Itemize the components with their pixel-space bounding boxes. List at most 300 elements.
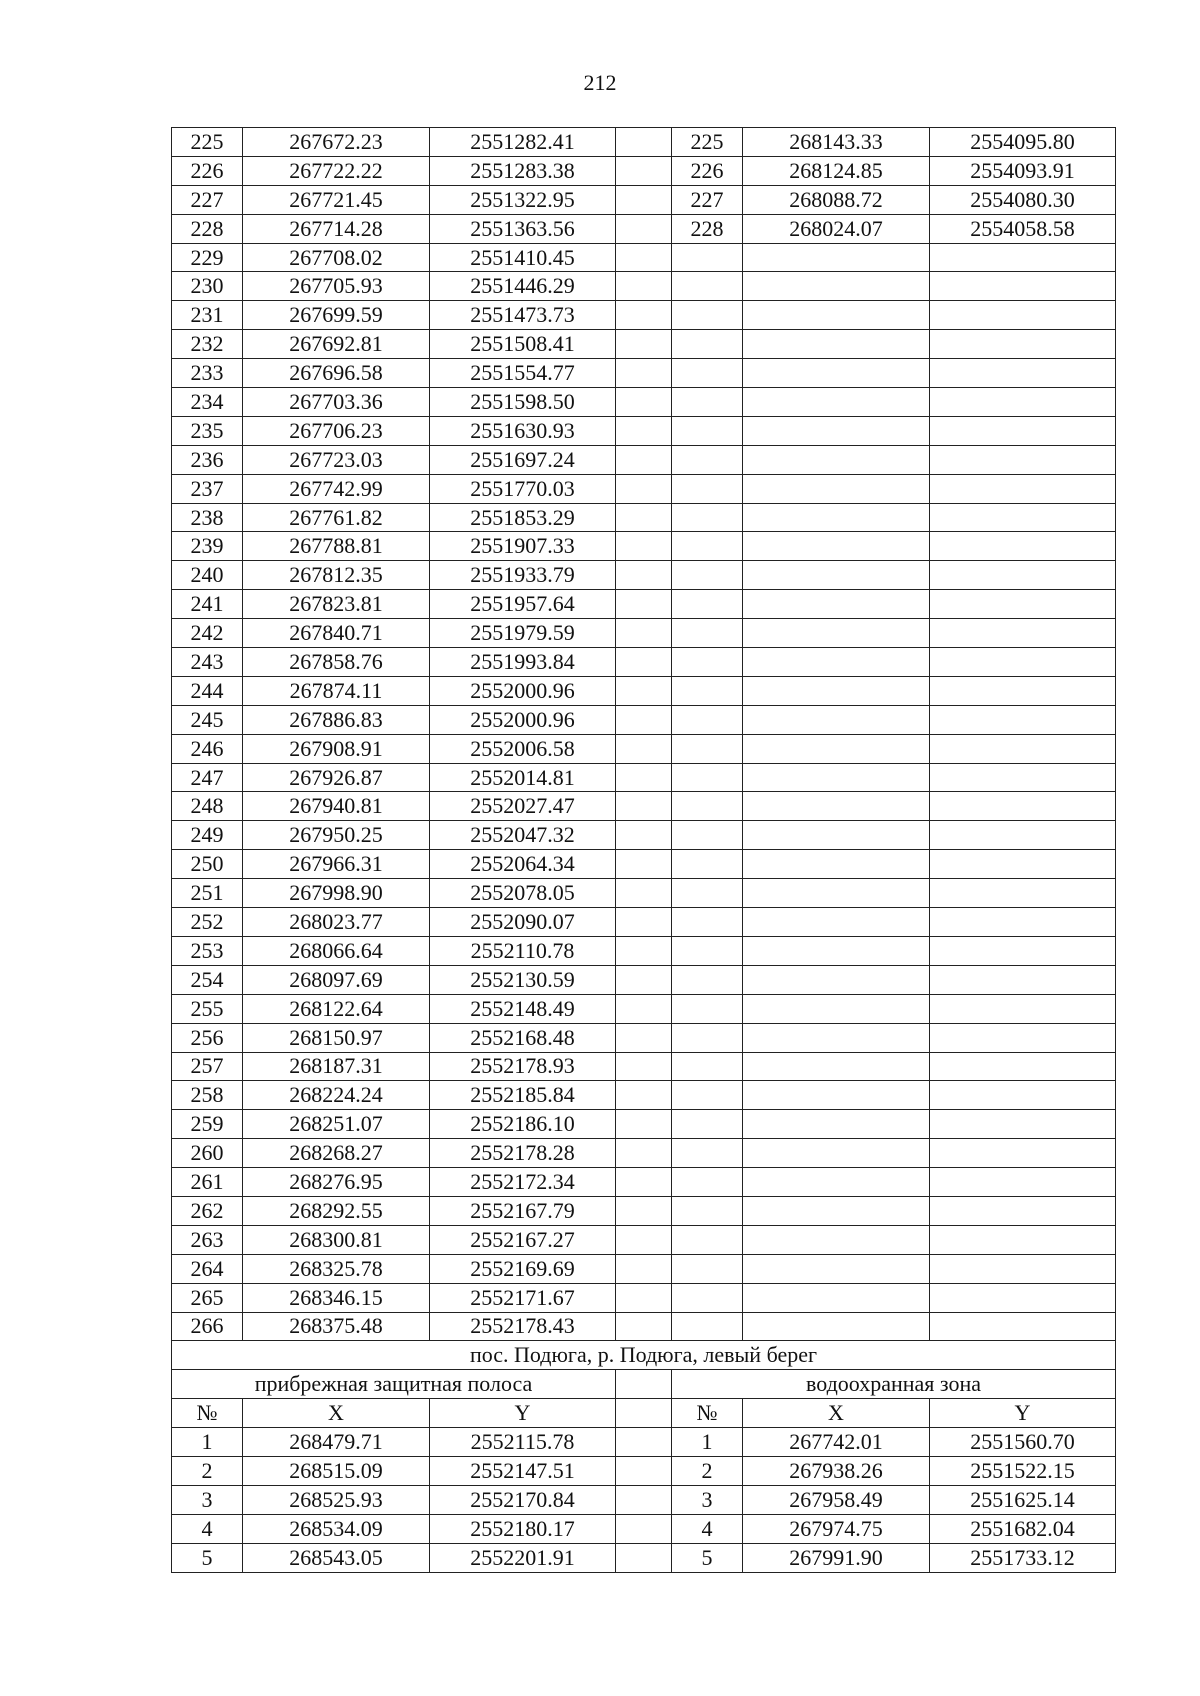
left-y: 2552167.27 xyxy=(430,1225,616,1254)
left-point-num: 259 xyxy=(172,1110,243,1139)
section-title: пос. Подюга, р. Подюга, левый берег xyxy=(172,1341,1116,1370)
left-point-num: 229 xyxy=(172,243,243,272)
left-y: 2552168.48 xyxy=(430,1023,616,1052)
right-x: 267958.49 xyxy=(743,1485,930,1514)
right-x xyxy=(743,474,930,503)
right-y xyxy=(930,821,1116,850)
left-point-num: 241 xyxy=(172,590,243,619)
left-y: 2552167.79 xyxy=(430,1196,616,1225)
left-x: 267886.83 xyxy=(243,705,430,734)
table-row xyxy=(172,359,1116,388)
right-point-num: 226 xyxy=(672,156,743,185)
right-point-num xyxy=(672,879,743,908)
right-point-num: 225 xyxy=(672,128,743,157)
left-point-num: 262 xyxy=(172,1196,243,1225)
right-x xyxy=(743,1283,930,1312)
right-y xyxy=(930,330,1116,359)
right-point-num xyxy=(672,1312,743,1341)
left-point-num: 238 xyxy=(172,503,243,532)
left-x: 268325.78 xyxy=(243,1254,430,1283)
right-y xyxy=(930,965,1116,994)
right-point-num xyxy=(672,676,743,705)
right-x xyxy=(743,330,930,359)
right-x xyxy=(743,561,930,590)
left-point-num: 258 xyxy=(172,1081,243,1110)
right-point-num xyxy=(672,1283,743,1312)
right-y xyxy=(930,936,1116,965)
left-x: 267788.81 xyxy=(243,532,430,561)
left-x: 267761.82 xyxy=(243,503,430,532)
right-x xyxy=(743,850,930,879)
table-row xyxy=(172,1052,1116,1081)
right-point-num: 3 xyxy=(672,1485,743,1514)
gap-cell xyxy=(616,1196,672,1225)
right-x xyxy=(743,908,930,937)
right-point-num xyxy=(672,1254,743,1283)
right-x xyxy=(743,879,930,908)
right-y xyxy=(930,416,1116,445)
right-point-num xyxy=(672,994,743,1023)
left-x-header: X xyxy=(243,1399,430,1428)
left-y: 2551630.93 xyxy=(430,416,616,445)
gap-cell xyxy=(616,532,672,561)
left-point-num: 244 xyxy=(172,676,243,705)
left-x: 267703.36 xyxy=(243,388,430,417)
right-x xyxy=(743,1225,930,1254)
right-x xyxy=(743,1110,930,1139)
gap-cell xyxy=(616,301,672,330)
right-x xyxy=(743,792,930,821)
gap-cell xyxy=(616,330,672,359)
right-x xyxy=(743,1196,930,1225)
right-point-num xyxy=(672,850,743,879)
gap-cell xyxy=(616,590,672,619)
right-point-num xyxy=(672,388,743,417)
left-point-num: 227 xyxy=(172,185,243,214)
table-row xyxy=(172,619,1116,648)
right-x xyxy=(743,994,930,1023)
gap-cell xyxy=(616,936,672,965)
left-y: 2552027.47 xyxy=(430,792,616,821)
right-point-num: 4 xyxy=(672,1514,743,1543)
gap-cell xyxy=(616,445,672,474)
left-y: 2552115.78 xyxy=(430,1428,616,1457)
right-y xyxy=(930,1081,1116,1110)
section-header xyxy=(172,1341,1116,1428)
left-point-num: 233 xyxy=(172,359,243,388)
left-x: 268515.09 xyxy=(243,1456,430,1485)
left-y: 2552110.78 xyxy=(430,936,616,965)
left-y: 2552172.34 xyxy=(430,1168,616,1197)
gap-cell xyxy=(616,388,672,417)
gap-cell xyxy=(616,1225,672,1254)
table-row xyxy=(172,1283,1116,1312)
left-point-num: 226 xyxy=(172,156,243,185)
table-row xyxy=(172,879,1116,908)
gap-cell xyxy=(616,214,672,243)
left-point-num: 254 xyxy=(172,965,243,994)
left-point-num: 242 xyxy=(172,619,243,648)
right-point-num xyxy=(672,763,743,792)
left-y: 2552078.05 xyxy=(430,879,616,908)
left-point-num: 264 xyxy=(172,1254,243,1283)
gap-cell xyxy=(616,792,672,821)
right-point-num xyxy=(672,1081,743,1110)
table-row xyxy=(172,1428,1116,1457)
left-point-num: 261 xyxy=(172,1168,243,1197)
left-point-num: 225 xyxy=(172,128,243,157)
left-x: 267692.81 xyxy=(243,330,430,359)
right-x: 267742.01 xyxy=(743,1428,930,1457)
right-x: 268024.07 xyxy=(743,214,930,243)
left-y: 2551446.29 xyxy=(430,272,616,301)
table-row xyxy=(172,1139,1116,1168)
left-point-num: 232 xyxy=(172,330,243,359)
right-y: 2551682.04 xyxy=(930,1514,1116,1543)
right-y xyxy=(930,619,1116,648)
right-point-num xyxy=(672,936,743,965)
table-row xyxy=(172,994,1116,1023)
table-row xyxy=(172,936,1116,965)
right-point-num: 228 xyxy=(672,214,743,243)
right-point-num xyxy=(672,532,743,561)
left-x: 267699.59 xyxy=(243,301,430,330)
left-y: 2552186.10 xyxy=(430,1110,616,1139)
left-y: 2552014.81 xyxy=(430,763,616,792)
gap-cell xyxy=(616,1023,672,1052)
left-x: 267908.91 xyxy=(243,734,430,763)
left-zone-label: прибрежная защитная полоса xyxy=(172,1370,616,1399)
left-y: 2552169.69 xyxy=(430,1254,616,1283)
table-row xyxy=(172,156,1116,185)
table-row xyxy=(172,474,1116,503)
right-y xyxy=(930,359,1116,388)
right-x xyxy=(743,705,930,734)
left-x: 267722.22 xyxy=(243,156,430,185)
gap-cell xyxy=(616,1283,672,1312)
right-point-num xyxy=(672,619,743,648)
gap-cell xyxy=(616,1081,672,1110)
left-x: 268525.93 xyxy=(243,1485,430,1514)
left-x: 267706.23 xyxy=(243,416,430,445)
table-row xyxy=(172,792,1116,821)
right-point-num: 2 xyxy=(672,1456,743,1485)
left-point-num: 237 xyxy=(172,474,243,503)
left-y: 2552000.96 xyxy=(430,705,616,734)
left-x: 267926.87 xyxy=(243,763,430,792)
left-y: 2551363.56 xyxy=(430,214,616,243)
right-point-num xyxy=(672,821,743,850)
right-point-num xyxy=(672,648,743,677)
right-point-num xyxy=(672,416,743,445)
right-y xyxy=(930,590,1116,619)
right-x: 268088.72 xyxy=(743,185,930,214)
right-y xyxy=(930,388,1116,417)
left-x: 267723.03 xyxy=(243,445,430,474)
left-x: 268066.64 xyxy=(243,936,430,965)
right-x xyxy=(743,359,930,388)
right-point-num xyxy=(672,359,743,388)
table-row xyxy=(172,1023,1116,1052)
left-point-num: 228 xyxy=(172,214,243,243)
right-point-num xyxy=(672,561,743,590)
right-point-num xyxy=(672,965,743,994)
right-x: 267974.75 xyxy=(743,1514,930,1543)
gap-cell xyxy=(616,648,672,677)
left-x: 268543.05 xyxy=(243,1543,430,1572)
right-num-header: № xyxy=(672,1399,743,1428)
right-point-num xyxy=(672,1196,743,1225)
right-point-num xyxy=(672,908,743,937)
gap-cell xyxy=(616,1428,672,1457)
left-y: 2551993.84 xyxy=(430,648,616,677)
left-y: 2551933.79 xyxy=(430,561,616,590)
right-x xyxy=(743,503,930,532)
right-y: 2554095.80 xyxy=(930,128,1116,157)
right-y: 2551560.70 xyxy=(930,1428,1116,1457)
gap-cell xyxy=(616,1254,672,1283)
left-point-num: 251 xyxy=(172,879,243,908)
left-x: 268023.77 xyxy=(243,908,430,937)
left-y: 2551957.64 xyxy=(430,590,616,619)
left-x: 268251.07 xyxy=(243,1110,430,1139)
table-row xyxy=(172,416,1116,445)
right-y xyxy=(930,676,1116,705)
right-x xyxy=(743,821,930,850)
gap-cell xyxy=(616,1370,672,1399)
right-x xyxy=(743,243,930,272)
right-y xyxy=(930,879,1116,908)
left-y: 2552201.91 xyxy=(430,1543,616,1572)
left-x: 268534.09 xyxy=(243,1514,430,1543)
right-point-num xyxy=(672,1225,743,1254)
coordinates-table xyxy=(171,127,1116,1573)
table-row xyxy=(172,1254,1116,1283)
left-x: 268292.55 xyxy=(243,1196,430,1225)
left-point-num: 246 xyxy=(172,734,243,763)
gap-cell xyxy=(616,561,672,590)
left-point-num: 235 xyxy=(172,416,243,445)
left-y: 2552064.34 xyxy=(430,850,616,879)
gap-cell xyxy=(616,128,672,157)
table-row xyxy=(172,330,1116,359)
left-x: 268346.15 xyxy=(243,1283,430,1312)
right-point-num xyxy=(672,474,743,503)
table-row xyxy=(172,676,1116,705)
gap-cell xyxy=(616,243,672,272)
table-row xyxy=(172,648,1116,677)
right-y: 2554093.91 xyxy=(930,156,1116,185)
right-x xyxy=(743,388,930,417)
right-y xyxy=(930,994,1116,1023)
left-x: 268479.71 xyxy=(243,1428,430,1457)
right-x-header: X xyxy=(743,1399,930,1428)
gap-cell xyxy=(616,1514,672,1543)
table-row xyxy=(172,1081,1116,1110)
gap-cell xyxy=(616,1139,672,1168)
right-y xyxy=(930,272,1116,301)
table-row xyxy=(172,705,1116,734)
table-row xyxy=(172,1312,1116,1341)
left-y: 2552148.49 xyxy=(430,994,616,1023)
right-point-num xyxy=(672,1168,743,1197)
right-y xyxy=(930,1110,1116,1139)
gap-cell xyxy=(616,1052,672,1081)
left-x: 267966.31 xyxy=(243,850,430,879)
right-x: 267938.26 xyxy=(743,1456,930,1485)
gap-cell xyxy=(616,965,672,994)
right-x xyxy=(743,965,930,994)
left-x: 267823.81 xyxy=(243,590,430,619)
right-zone-label: водоохранная зона xyxy=(672,1370,1116,1399)
left-x: 267874.11 xyxy=(243,676,430,705)
left-y: 2551283.38 xyxy=(430,156,616,185)
left-x: 267714.28 xyxy=(243,214,430,243)
left-x: 268300.81 xyxy=(243,1225,430,1254)
gap-cell xyxy=(616,850,672,879)
left-y-header: Y xyxy=(430,1399,616,1428)
left-x: 267742.99 xyxy=(243,474,430,503)
gap-cell xyxy=(616,676,672,705)
table-row xyxy=(172,185,1116,214)
gap-cell xyxy=(616,908,672,937)
right-y xyxy=(930,1283,1116,1312)
left-y: 2552047.32 xyxy=(430,821,616,850)
right-y xyxy=(930,792,1116,821)
left-point-num: 248 xyxy=(172,792,243,821)
table-row xyxy=(172,1485,1116,1514)
gap-cell xyxy=(616,705,672,734)
left-x: 267858.76 xyxy=(243,648,430,677)
right-point-num xyxy=(672,792,743,821)
left-point-num: 257 xyxy=(172,1052,243,1081)
right-point-num xyxy=(672,1110,743,1139)
right-y xyxy=(930,1196,1116,1225)
left-x: 267672.23 xyxy=(243,128,430,157)
left-x: 267812.35 xyxy=(243,561,430,590)
right-y xyxy=(930,1254,1116,1283)
table-row xyxy=(172,850,1116,879)
left-x: 267950.25 xyxy=(243,821,430,850)
right-y xyxy=(930,850,1116,879)
left-x: 267705.93 xyxy=(243,272,430,301)
left-y: 2551322.95 xyxy=(430,185,616,214)
left-point-num: 230 xyxy=(172,272,243,301)
left-x: 268268.27 xyxy=(243,1139,430,1168)
right-x xyxy=(743,676,930,705)
left-y: 2552090.07 xyxy=(430,908,616,937)
left-y: 2551473.73 xyxy=(430,301,616,330)
left-y: 2552171.67 xyxy=(430,1283,616,1312)
section-title-row xyxy=(172,1341,1116,1370)
column-header-row xyxy=(172,1399,1116,1428)
table-row xyxy=(172,734,1116,763)
right-y xyxy=(930,734,1116,763)
left-y: 2552180.17 xyxy=(430,1514,616,1543)
left-y: 2551907.33 xyxy=(430,532,616,561)
right-point-num xyxy=(672,272,743,301)
left-point-num: 234 xyxy=(172,388,243,417)
left-x: 268224.24 xyxy=(243,1081,430,1110)
gap-cell xyxy=(616,272,672,301)
table-row xyxy=(172,561,1116,590)
left-y: 2552000.96 xyxy=(430,676,616,705)
gap-cell xyxy=(616,734,672,763)
gap-cell xyxy=(616,1399,672,1428)
left-point-num: 263 xyxy=(172,1225,243,1254)
right-point-num xyxy=(672,301,743,330)
left-point-num: 243 xyxy=(172,648,243,677)
left-y: 2551598.50 xyxy=(430,388,616,417)
table-row xyxy=(172,503,1116,532)
right-x xyxy=(743,532,930,561)
left-point-num: 245 xyxy=(172,705,243,734)
gap-cell xyxy=(616,474,672,503)
left-point-num: 3 xyxy=(172,1485,243,1514)
left-y: 2551282.41 xyxy=(430,128,616,157)
gap-cell xyxy=(616,1110,672,1139)
right-y-header: Y xyxy=(930,1399,1116,1428)
left-point-num: 266 xyxy=(172,1312,243,1341)
table-row xyxy=(172,1168,1116,1197)
table-row xyxy=(172,1456,1116,1485)
right-x xyxy=(743,1312,930,1341)
table-row xyxy=(172,445,1116,474)
right-y xyxy=(930,474,1116,503)
gap-cell xyxy=(616,1456,672,1485)
right-x xyxy=(743,619,930,648)
left-point-num: 249 xyxy=(172,821,243,850)
gap-cell xyxy=(616,994,672,1023)
zone-labels-row xyxy=(172,1370,1116,1399)
right-point-num: 1 xyxy=(672,1428,743,1457)
gap-cell xyxy=(616,359,672,388)
right-y: 2551733.12 xyxy=(930,1543,1116,1572)
right-y xyxy=(930,301,1116,330)
left-point-num: 250 xyxy=(172,850,243,879)
left-x: 267708.02 xyxy=(243,243,430,272)
right-point-num: 5 xyxy=(672,1543,743,1572)
gap-cell xyxy=(616,821,672,850)
right-y xyxy=(930,908,1116,937)
gap-cell xyxy=(616,1543,672,1572)
left-y: 2552185.84 xyxy=(430,1081,616,1110)
right-y: 2551522.15 xyxy=(930,1456,1116,1485)
left-point-num: 2 xyxy=(172,1456,243,1485)
right-x: 268143.33 xyxy=(743,128,930,157)
gap-cell xyxy=(616,879,672,908)
left-y: 2551853.29 xyxy=(430,503,616,532)
gap-cell xyxy=(616,763,672,792)
right-x xyxy=(743,763,930,792)
right-y: 2554058.58 xyxy=(930,214,1116,243)
table-row xyxy=(172,243,1116,272)
right-x xyxy=(743,272,930,301)
right-y xyxy=(930,243,1116,272)
right-x xyxy=(743,301,930,330)
left-point-num: 236 xyxy=(172,445,243,474)
right-y xyxy=(930,561,1116,590)
left-y: 2552147.51 xyxy=(430,1456,616,1485)
left-point-num: 5 xyxy=(172,1543,243,1572)
right-y xyxy=(930,1023,1116,1052)
left-point-num: 1 xyxy=(172,1428,243,1457)
right-y xyxy=(930,763,1116,792)
left-y: 2552178.28 xyxy=(430,1139,616,1168)
left-y: 2552130.59 xyxy=(430,965,616,994)
left-y: 2552178.93 xyxy=(430,1052,616,1081)
left-x: 268187.31 xyxy=(243,1052,430,1081)
